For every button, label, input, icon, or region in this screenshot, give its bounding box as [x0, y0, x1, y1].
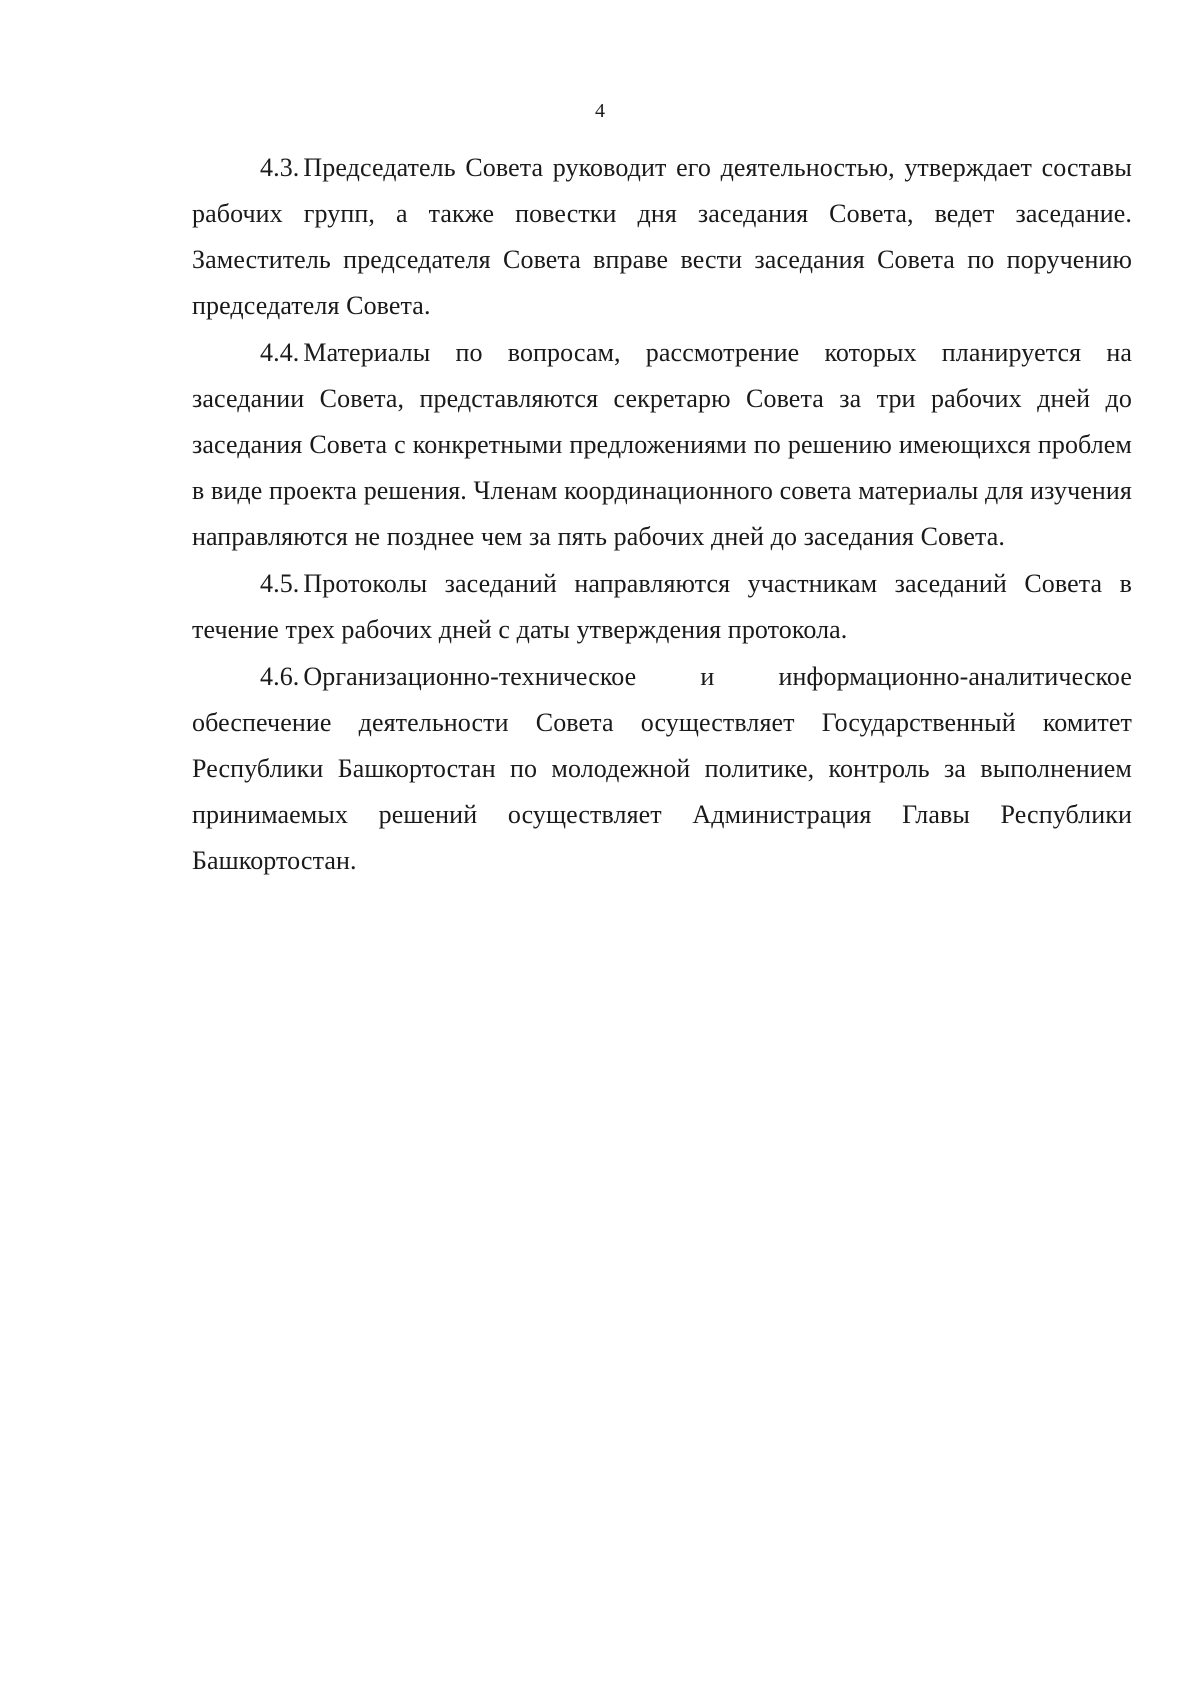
- page-number: 4: [595, 100, 605, 122]
- paragraph-number: 4.5.: [260, 569, 300, 598]
- paragraph-number: 4.3.: [260, 153, 300, 182]
- document-body: [192, 145, 1132, 885]
- paragraph-4-5: [192, 561, 1132, 653]
- paragraph-text: Протоколы заседаний направляются участникам заседаний Совета в течение трех рабочих дней с даты утверждения протокола.: [192, 569, 1132, 644]
- paragraph-text: Председатель Совета руководит его деятельностью, утверждает составы рабочих групп, а также повестки дня заседания Совета, ведет заседание. Заместитель председателя Совета вправе вести заседания Совета по поручению председателя Совета.: [192, 153, 1132, 320]
- paragraph-text: Организационно-техническое и информационно-аналитическое обеспечение деятельности Совета осуществляет Государственный комитет Республики Башкортостан по молодежной политике, контроль за выполнением принимаемых решений осуществляет Администрация Главы Республики Башкортостан.: [192, 662, 1132, 875]
- paragraph-number: 4.6.: [260, 662, 300, 691]
- paragraph-4-3: [192, 145, 1132, 329]
- paragraph-number: 4.4.: [260, 338, 300, 367]
- paragraph-4-4: [192, 330, 1132, 560]
- paragraph-4-6: [192, 654, 1132, 884]
- paragraph-text: Материалы по вопросам, рассмотрение которых планируется на заседании Совета, представляются секретарю Совета за три рабочих дней до заседания Совета с конкретными предложениями по решению имеющихся проблем в виде проекта решения. Членам координационного совета материалы для изучения направляются не позднее чем за пять рабочих дней до заседания Совета.: [192, 338, 1132, 551]
